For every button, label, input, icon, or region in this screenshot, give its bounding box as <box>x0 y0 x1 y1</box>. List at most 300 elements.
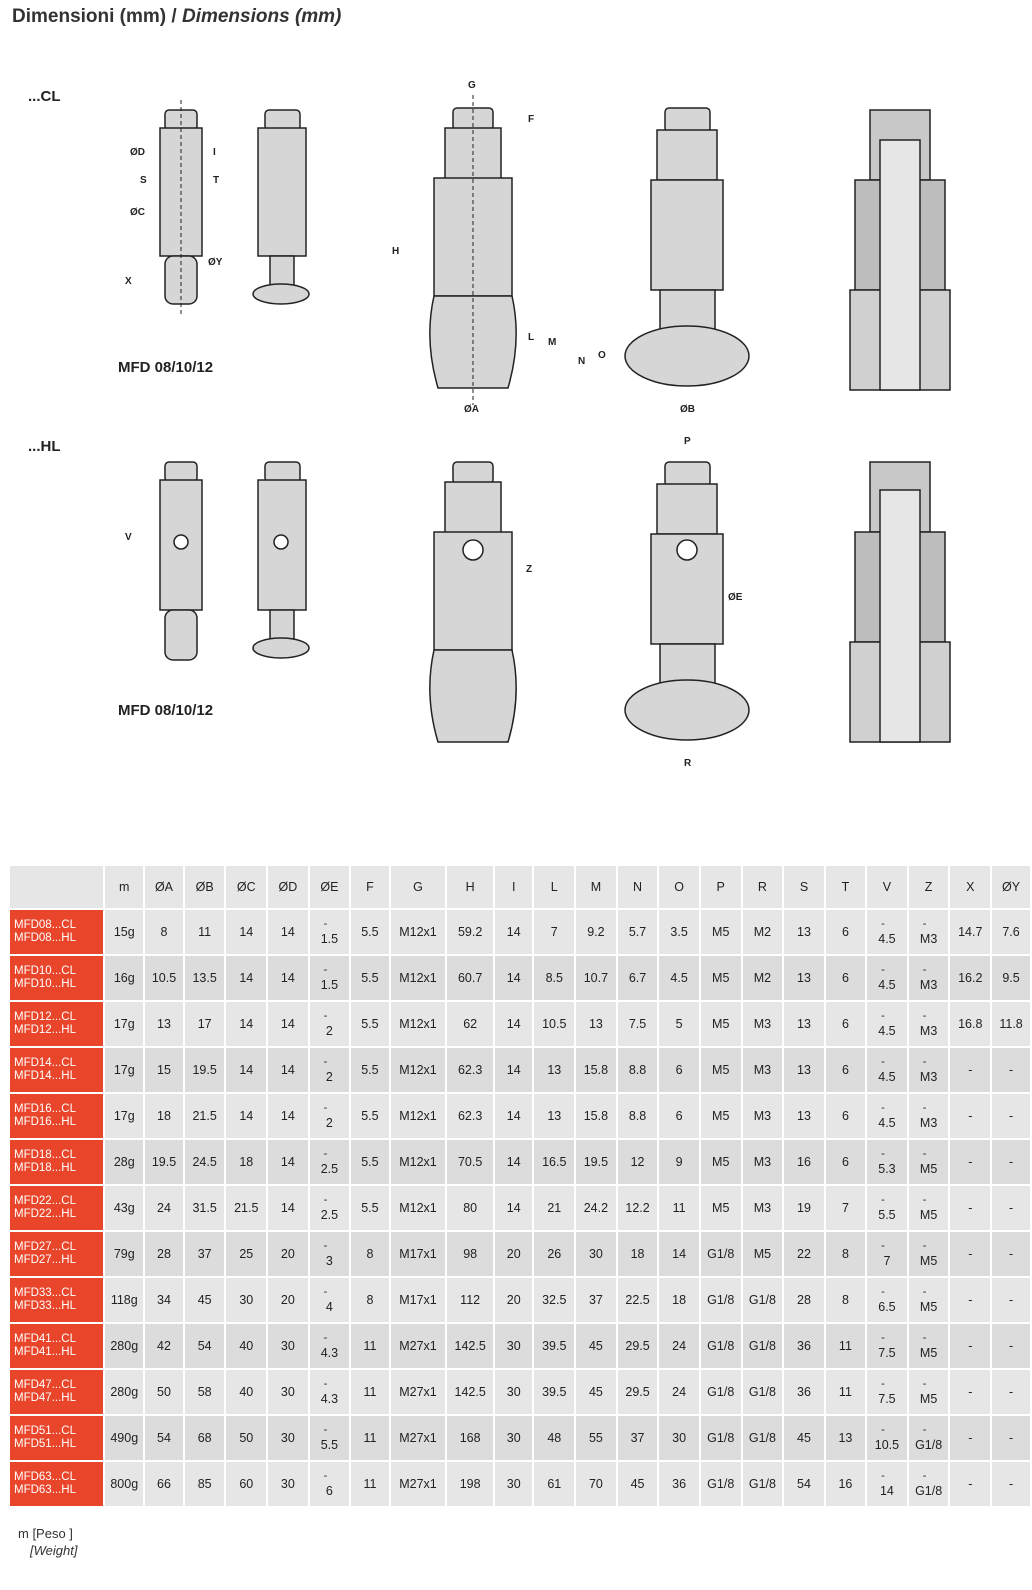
table-cell: 5.5 <box>351 910 389 954</box>
table-cell: - M3 <box>909 1048 949 1092</box>
column-header: ØC <box>226 866 266 908</box>
table-cell: - 7 <box>867 1232 907 1276</box>
table-cell: 5.5 <box>351 1094 389 1138</box>
table-cell: 8 <box>826 1278 865 1322</box>
table-cell: 8 <box>351 1278 389 1322</box>
dim-letter: ØE <box>728 592 743 603</box>
table-cell: 20 <box>268 1278 308 1322</box>
table-cell: 14 <box>495 1048 532 1092</box>
table-cell: 17g <box>105 1002 143 1046</box>
table-cell: 8 <box>826 1232 865 1276</box>
column-header: ØA <box>145 866 183 908</box>
table-row <box>10 1416 1030 1460</box>
table-cell: 5.5 <box>351 1140 389 1184</box>
table-cell: 34 <box>145 1278 183 1322</box>
table-cell: 36 <box>784 1324 823 1368</box>
dim-letter: O <box>598 350 606 361</box>
table-cell: 14 <box>268 1186 308 1230</box>
table-cell: 13 <box>826 1416 865 1460</box>
table-cell: - <box>950 1048 990 1092</box>
table-cell: M3 <box>743 1002 783 1046</box>
table-cell: 14 <box>495 910 532 954</box>
table-cell: 40 <box>226 1324 266 1368</box>
dim-letter: I <box>213 147 216 158</box>
table-cell: 16.5 <box>534 1140 574 1184</box>
table-cell: 12.2 <box>618 1186 658 1230</box>
table-cell: 6 <box>826 1094 865 1138</box>
table-cell: 30 <box>268 1416 308 1460</box>
table-cell: 118g <box>105 1278 143 1322</box>
table-cell: M3 <box>743 1140 783 1184</box>
table-cell: - <box>950 1186 990 1230</box>
table-row <box>10 956 1030 1000</box>
dimensions-table <box>8 864 1032 1508</box>
table-cell: 9.5 <box>992 956 1030 1000</box>
table-cell: 15.8 <box>576 1094 616 1138</box>
table-cell: 18 <box>145 1094 183 1138</box>
weight-legend: m [Peso ] [Weight] <box>18 1526 78 1558</box>
column-header: X <box>950 866 990 908</box>
table-row <box>10 1002 1030 1046</box>
technical-drawings <box>0 60 1032 780</box>
column-header: S <box>784 866 823 908</box>
table-cell: 16.2 <box>950 956 990 1000</box>
table-cell: 14 <box>268 1094 308 1138</box>
table-cell: 14 <box>495 1094 532 1138</box>
model-cell: MFD63...CL MFD63...HL <box>10 1462 103 1506</box>
table-cell: 14 <box>226 910 266 954</box>
table-cell: - <box>992 1462 1030 1506</box>
table-cell: M2 <box>743 910 783 954</box>
table-cell: - 4.3 <box>310 1370 350 1414</box>
table-cell: 68 <box>185 1416 225 1460</box>
table-cell: 66 <box>145 1462 183 1506</box>
table-cell: G1/8 <box>701 1324 741 1368</box>
table-cell: 800g <box>105 1462 143 1506</box>
table-cell: - <box>950 1232 990 1276</box>
table-cell: 19.5 <box>145 1140 183 1184</box>
model-cell: MFD18...CL MFD18...HL <box>10 1140 103 1184</box>
table-cell: M12x1 <box>391 910 446 954</box>
table-cell: 8.8 <box>618 1048 658 1092</box>
table-cell: - M3 <box>909 1094 949 1138</box>
table-cell: 18 <box>618 1232 658 1276</box>
dim-letter: ØD <box>130 147 145 158</box>
table-cell: - <box>950 1094 990 1138</box>
table-cell: M5 <box>701 910 741 954</box>
table-cell: - <box>950 1140 990 1184</box>
table-cell: - M5 <box>909 1324 949 1368</box>
table-cell: 14 <box>268 910 308 954</box>
table-cell: 20 <box>495 1232 532 1276</box>
drawing-hl-section <box>850 462 950 742</box>
table-cell: 16.8 <box>950 1002 990 1046</box>
column-header: ØY <box>992 866 1030 908</box>
table-cell: 30 <box>495 1370 532 1414</box>
section-label-hl: ...HL <box>28 438 61 455</box>
table-cell: - 4.5 <box>867 1094 907 1138</box>
table-cell: 30 <box>495 1462 532 1506</box>
table-cell: 28 <box>145 1232 183 1276</box>
table-cell: 30 <box>268 1324 308 1368</box>
table-cell: 10.7 <box>576 956 616 1000</box>
table-cell: 13 <box>784 1048 823 1092</box>
table-cell: 5.5 <box>351 956 389 1000</box>
table-cell: 62 <box>447 1002 493 1046</box>
table-cell: 14 <box>226 1094 266 1138</box>
table-cell: - 2 <box>310 1002 350 1046</box>
column-header: N <box>618 866 658 908</box>
table-cell: - 10.5 <box>867 1416 907 1460</box>
table-cell: 8.8 <box>618 1094 658 1138</box>
table-cell: 20 <box>495 1278 532 1322</box>
table-row <box>10 1232 1030 1276</box>
table-cell: - <box>950 1278 990 1322</box>
table-cell: - 1.5 <box>310 956 350 1000</box>
table-cell: 12 <box>618 1140 658 1184</box>
table-cell: G1/8 <box>743 1370 783 1414</box>
table-cell: 40 <box>226 1370 266 1414</box>
table-cell: M12x1 <box>391 1094 446 1138</box>
table-cell: - 2 <box>310 1094 350 1138</box>
column-header: L <box>534 866 574 908</box>
table-cell: 10.5 <box>145 956 183 1000</box>
table-cell: 59.2 <box>447 910 493 954</box>
table-cell: 24 <box>659 1370 699 1414</box>
table-cell: 29.5 <box>618 1324 658 1368</box>
table-cell: 80 <box>447 1186 493 1230</box>
model-cell: MFD10...CL MFD10...HL <box>10 956 103 1000</box>
table-cell: 17 <box>185 1002 225 1046</box>
table-cell: 31.5 <box>185 1186 225 1230</box>
table-cell: G1/8 <box>743 1416 783 1460</box>
table-cell: 11 <box>351 1416 389 1460</box>
table-cell: 54 <box>145 1416 183 1460</box>
table-cell: G1/8 <box>701 1416 741 1460</box>
table-cell: 50 <box>226 1416 266 1460</box>
table-cell: 14 <box>495 956 532 1000</box>
table-cell: 7 <box>826 1186 865 1230</box>
dim-letter: H <box>392 246 400 257</box>
table-cell: 13 <box>784 1002 823 1046</box>
table-cell: - 4 <box>310 1278 350 1322</box>
table-row <box>10 910 1030 954</box>
dim-letter: ØC <box>130 207 145 218</box>
column-header: M <box>576 866 616 908</box>
section-label-cl: ...CL <box>28 88 61 105</box>
table-cell: - 3 <box>310 1232 350 1276</box>
table-cell: 98 <box>447 1232 493 1276</box>
table-cell: 14 <box>268 1048 308 1092</box>
column-header: I <box>495 866 532 908</box>
model-cell: MFD27...CL MFD27...HL <box>10 1232 103 1276</box>
table-cell: 5 <box>659 1002 699 1046</box>
table-cell: M12x1 <box>391 1140 446 1184</box>
table-cell: 45 <box>576 1324 616 1368</box>
table-cell: M27x1 <box>391 1370 446 1414</box>
table-cell: 10.5 <box>534 1002 574 1046</box>
table-row <box>10 1140 1030 1184</box>
table-header-row <box>10 866 1030 908</box>
table-cell: M12x1 <box>391 956 446 1000</box>
table-cell: - M5 <box>909 1140 949 1184</box>
model-cell: MFD47...CL MFD47...HL <box>10 1370 103 1414</box>
column-header: R <box>743 866 783 908</box>
column-header: F <box>351 866 389 908</box>
dim-letter: F <box>528 114 535 125</box>
table-cell: - M3 <box>909 910 949 954</box>
table-cell: - 5.5 <box>310 1416 350 1460</box>
table-row <box>10 1186 1030 1230</box>
table-cell: 30 <box>659 1416 699 1460</box>
drawing-cl-large-front <box>430 95 516 405</box>
table-cell: - 4.5 <box>867 956 907 1000</box>
table-cell: - G1/8 <box>909 1462 949 1506</box>
table-cell: M17x1 <box>391 1278 446 1322</box>
model-cell: MFD51...CL MFD51...HL <box>10 1416 103 1460</box>
table-cell: 3.5 <box>659 910 699 954</box>
drawing-hl-large-front <box>430 462 516 742</box>
table-cell: 13.5 <box>185 956 225 1000</box>
table-cell: M27x1 <box>391 1462 446 1506</box>
dim-letter: L <box>528 332 535 343</box>
table-cell: 11 <box>826 1370 865 1414</box>
table-cell: M5 <box>701 1002 741 1046</box>
table-cell: 30 <box>268 1462 308 1506</box>
table-cell: 14 <box>226 1048 266 1092</box>
table-cell: M17x1 <box>391 1232 446 1276</box>
column-header: T <box>826 866 865 908</box>
dim-letter: Z <box>526 564 533 575</box>
table-cell: 36 <box>659 1462 699 1506</box>
table-cell: - 4.3 <box>310 1324 350 1368</box>
table-cell: - 4.5 <box>867 1048 907 1092</box>
table-cell: - <box>950 1462 990 1506</box>
table-cell: 21 <box>534 1186 574 1230</box>
table-cell: - 7.5 <box>867 1370 907 1414</box>
table-cell: 19 <box>784 1186 823 1230</box>
table-cell: 16g <box>105 956 143 1000</box>
table-cell: - M5 <box>909 1278 949 1322</box>
table-cell: 30 <box>268 1370 308 1414</box>
table-cell: 62.3 <box>447 1048 493 1092</box>
drawing-cl-small-side <box>253 110 309 304</box>
table-cell: 50 <box>145 1370 183 1414</box>
table-cell: 5.5 <box>351 1186 389 1230</box>
table-cell: 11 <box>351 1324 389 1368</box>
table-cell: 17g <box>105 1048 143 1092</box>
table-cell: M12x1 <box>391 1186 446 1230</box>
dim-letter: G <box>468 80 476 91</box>
column-header: ØB <box>185 866 225 908</box>
table-cell: 4.5 <box>659 956 699 1000</box>
table-cell: M5 <box>701 1094 741 1138</box>
table-cell: 24 <box>659 1324 699 1368</box>
drawing-cl-section <box>850 110 950 390</box>
table-cell: 37 <box>576 1278 616 1322</box>
table-cell: - 2.5 <box>310 1140 350 1184</box>
table-cell: G1/8 <box>743 1278 783 1322</box>
table-cell: 13 <box>576 1002 616 1046</box>
table-cell: 11 <box>351 1462 389 1506</box>
table-cell: 20 <box>268 1232 308 1276</box>
table-cell: - <box>992 1186 1030 1230</box>
table-cell: 14 <box>659 1232 699 1276</box>
table-cell: 24.2 <box>576 1186 616 1230</box>
model-caption-hl: MFD 08/10/12 <box>118 702 214 719</box>
table-cell: - 6.5 <box>867 1278 907 1322</box>
drawing-cl-small-front <box>160 100 202 315</box>
table-cell: 6 <box>659 1048 699 1092</box>
table-row <box>10 1048 1030 1092</box>
table-row <box>10 1370 1030 1414</box>
table-cell: - <box>992 1232 1030 1276</box>
table-cell: 22.5 <box>618 1278 658 1322</box>
table-cell: G1/8 <box>701 1462 741 1506</box>
table-cell: 16 <box>826 1462 865 1506</box>
table-cell: - 5.3 <box>867 1140 907 1184</box>
column-header: G <box>391 866 446 908</box>
table-cell: 45 <box>576 1370 616 1414</box>
table-cell: 14 <box>495 1002 532 1046</box>
table-cell: M3 <box>743 1048 783 1092</box>
table-cell: 32.5 <box>534 1278 574 1322</box>
table-cell: 62.3 <box>447 1094 493 1138</box>
table-cell: 60 <box>226 1462 266 1506</box>
table-cell: 6 <box>826 1140 865 1184</box>
table-cell: - 4.5 <box>867 1002 907 1046</box>
table-cell: G1/8 <box>701 1232 741 1276</box>
table-cell: M3 <box>743 1094 783 1138</box>
table-cell: 5.7 <box>618 910 658 954</box>
table-cell: 5.5 <box>351 1048 389 1092</box>
table-cell: 29.5 <box>618 1370 658 1414</box>
table-cell: 142.5 <box>447 1370 493 1414</box>
table-cell: 79g <box>105 1232 143 1276</box>
table-cell: 198 <box>447 1462 493 1506</box>
table-cell: 11 <box>659 1186 699 1230</box>
table-cell: 6.7 <box>618 956 658 1000</box>
dim-letter: N <box>578 356 586 367</box>
table-cell: 70.5 <box>447 1140 493 1184</box>
table-cell: - <box>950 1370 990 1414</box>
table-cell: 13 <box>534 1048 574 1092</box>
table-cell: 16 <box>784 1140 823 1184</box>
table-cell: - 6 <box>310 1462 350 1506</box>
table-cell: - 4.5 <box>867 910 907 954</box>
model-cell: MFD08...CL MFD08...HL <box>10 910 103 954</box>
table-cell: 37 <box>185 1232 225 1276</box>
table-cell: 43g <box>105 1186 143 1230</box>
table-cell: 11 <box>351 1370 389 1414</box>
table-cell: - 2.5 <box>310 1186 350 1230</box>
table-cell: 15.8 <box>576 1048 616 1092</box>
table-cell: 13 <box>784 910 823 954</box>
column-header: P <box>701 866 741 908</box>
table-cell: 30 <box>495 1324 532 1368</box>
column-header: ØE <box>310 866 350 908</box>
table-cell: 21.5 <box>226 1186 266 1230</box>
table-cell: 24 <box>145 1186 183 1230</box>
table-cell: M27x1 <box>391 1324 446 1368</box>
table-cell: 8 <box>145 910 183 954</box>
table-cell: 30 <box>495 1416 532 1460</box>
table-cell: 22 <box>784 1232 823 1276</box>
table-cell: 168 <box>447 1416 493 1460</box>
table-cell: M5 <box>701 956 741 1000</box>
table-cell: 54 <box>784 1462 823 1506</box>
table-cell: - <box>992 1048 1030 1092</box>
table-cell: 6 <box>659 1094 699 1138</box>
table-cell: 45 <box>185 1278 225 1322</box>
table-cell: 25 <box>226 1232 266 1276</box>
table-cell: M12x1 <box>391 1048 446 1092</box>
table-cell: G1/8 <box>701 1370 741 1414</box>
dim-letter: S <box>140 175 147 186</box>
table-cell: 70 <box>576 1462 616 1506</box>
table-cell: 15g <box>105 910 143 954</box>
table-cell: 61 <box>534 1462 574 1506</box>
table-cell: - <box>992 1278 1030 1322</box>
table-cell: 13 <box>784 1094 823 1138</box>
drawing-hl-small-front <box>160 462 202 660</box>
table-cell: 6 <box>826 910 865 954</box>
table-cell: 28g <box>105 1140 143 1184</box>
table-cell: - M5 <box>909 1232 949 1276</box>
table-cell: 18 <box>226 1140 266 1184</box>
table-cell: 5.5 <box>351 1002 389 1046</box>
table-cell: 45 <box>618 1462 658 1506</box>
table-cell: M5 <box>701 1186 741 1230</box>
table-cell: 7.5 <box>618 1002 658 1046</box>
table-cell: 14 <box>495 1140 532 1184</box>
table-row <box>10 1324 1030 1368</box>
table-cell: 9.2 <box>576 910 616 954</box>
table-cell: 14 <box>268 1002 308 1046</box>
page-title: Dimensioni (mm) / Dimensions (mm) <box>12 6 342 27</box>
table-cell: 26 <box>534 1232 574 1276</box>
table-cell: 490g <box>105 1416 143 1460</box>
model-cell: MFD22...CL MFD22...HL <box>10 1186 103 1230</box>
drawing-hl-small-side <box>253 462 309 658</box>
table-cell: M12x1 <box>391 1002 446 1046</box>
table-cell: 14 <box>268 1140 308 1184</box>
table-cell: 14 <box>226 956 266 1000</box>
table-cell: 112 <box>447 1278 493 1322</box>
dim-letter: X <box>125 276 132 287</box>
table-cell: G1/8 <box>701 1278 741 1322</box>
table-cell: 60.7 <box>447 956 493 1000</box>
table-cell: 28 <box>784 1278 823 1322</box>
table-cell: - <box>992 1140 1030 1184</box>
table-row <box>10 1462 1030 1506</box>
table-cell: - <box>950 1416 990 1460</box>
table-cell: - M5 <box>909 1186 949 1230</box>
table-cell: 55 <box>576 1416 616 1460</box>
column-header: O <box>659 866 699 908</box>
table-cell: 37 <box>618 1416 658 1460</box>
table-cell: 9 <box>659 1140 699 1184</box>
dim-letter: M <box>548 337 557 348</box>
table-cell: 17g <box>105 1094 143 1138</box>
table-cell: 15 <box>145 1048 183 1092</box>
table-cell: - <box>992 1324 1030 1368</box>
table-cell: 30 <box>576 1232 616 1276</box>
dim-letter: ØB <box>680 404 695 415</box>
table-cell: - <box>992 1416 1030 1460</box>
drawing-cl-large-side <box>625 108 749 386</box>
table-cell: 13 <box>145 1002 183 1046</box>
